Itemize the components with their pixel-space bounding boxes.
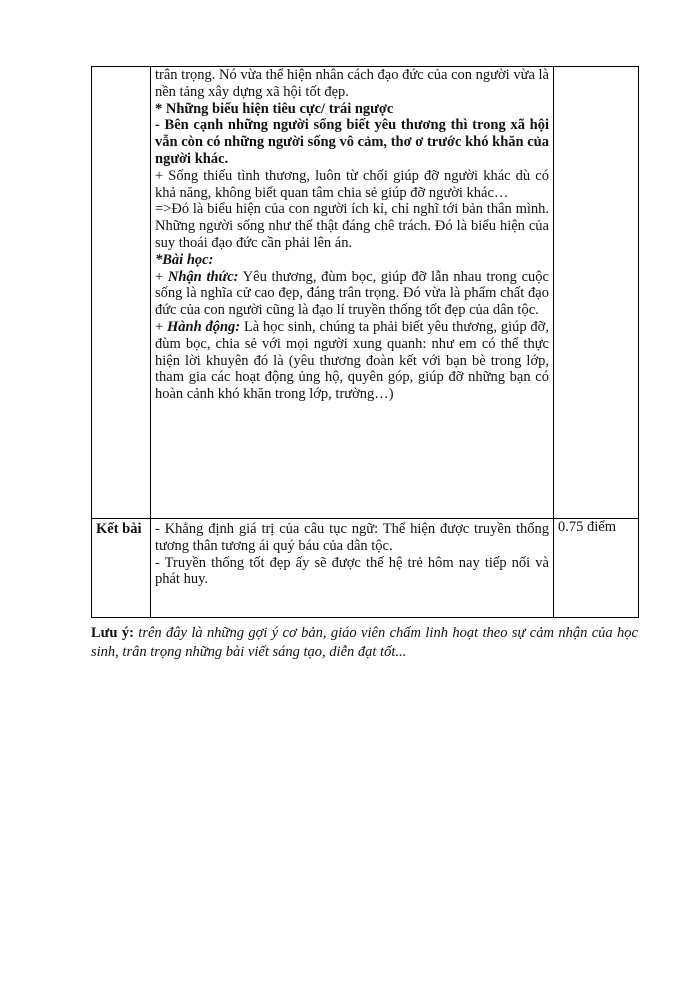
table-row bbox=[92, 519, 639, 618]
content-line: - Truyền thống tốt đẹp ấy sẽ được thế hệ trẻ hôm nay tiếp nối và phát huy. bbox=[155, 554, 549, 588]
content-line: *Bài học: bbox=[155, 251, 214, 268]
line-text: Yêu thương, đùm bọc, giúp đỡ lẫn nhau trong cuộc sống là nghĩa cử cao đẹp, đáng trân trọng. Đó vừa là phẩm chất đạo đức của con người cũng là đạo lí truyền thống tốt đẹp của dân tộc. bbox=[155, 268, 549, 319]
content-text bbox=[155, 519, 549, 588]
content-line: + Sống thiếu tình thương, luôn từ chối giúp đỡ người khác dù có khả năng, không biết quan tâm chia sẻ giúp đỡ người khác… bbox=[155, 167, 549, 201]
table-row bbox=[92, 67, 639, 519]
content-line bbox=[155, 319, 549, 403]
content-cell bbox=[151, 67, 554, 519]
score-cell: 0.75 điểm bbox=[554, 519, 639, 618]
note-text: trên đây là những gợi ý cơ bản, giáo viên chấm linh hoạt theo sự cảm nhận của học sinh, trân trọng những bài viết sáng tạo, diễn đạt tốt... bbox=[91, 625, 638, 660]
line-text: Là học sinh, chúng ta phải biết yêu thương, giúp đỡ, đùm bọc, chia sẻ với mọi người xung quanh: như em có thể thực hiện lời khuyên đó là (yêu thương đoàn kết với bạn bè trong lớp, tham gia các hoạt động ủng hộ, quyên góp, giúp đỡ những bạn có hoàn cảnh khó khăn trong lớp, trường…) bbox=[155, 318, 549, 403]
content-line: - Khẳng định giá trị của câu tục ngữ: Thể hiện được truyền thống tương thân tương ái quý báu của dân tộc. bbox=[155, 521, 549, 554]
content-line: - Bên cạnh những người sống biết yêu thương thì trong xã hội vẫn còn có những người sống vô cảm, thơ ơ trước khó khăn của người khác. bbox=[155, 117, 549, 167]
content-line: trân trọng. Nó vừa thể hiện nhân cách đạo đức của con người vừa là nền tảng xây dựng xã hội tốt đẹp. bbox=[155, 67, 549, 100]
note-label: Lưu ý: bbox=[91, 625, 134, 641]
content-line: * Những biểu hiện tiêu cực/ trái ngược bbox=[155, 100, 394, 117]
score-cell bbox=[554, 67, 639, 519]
note-paragraph bbox=[91, 624, 638, 662]
section-label-ket-bai: Kết bài bbox=[92, 519, 151, 618]
line-lead: Hành động: bbox=[167, 318, 241, 335]
content-cell bbox=[151, 519, 554, 618]
content-text bbox=[155, 67, 549, 403]
content-line: =>Đó là biểu hiện của con người ích kỉ, chỉ nghĩ tới bản thân mình. Những người sống như thế thật đáng chê trách. Đó là biểu hiện của suy thoái đạo đức cần phải lên án. bbox=[155, 201, 549, 251]
section-label-cell bbox=[92, 67, 151, 519]
content-line bbox=[155, 269, 549, 319]
line-prefix: + bbox=[155, 318, 167, 335]
grading-table bbox=[91, 66, 639, 618]
line-prefix: + bbox=[155, 268, 168, 285]
line-lead: Nhận thức: bbox=[167, 268, 239, 285]
